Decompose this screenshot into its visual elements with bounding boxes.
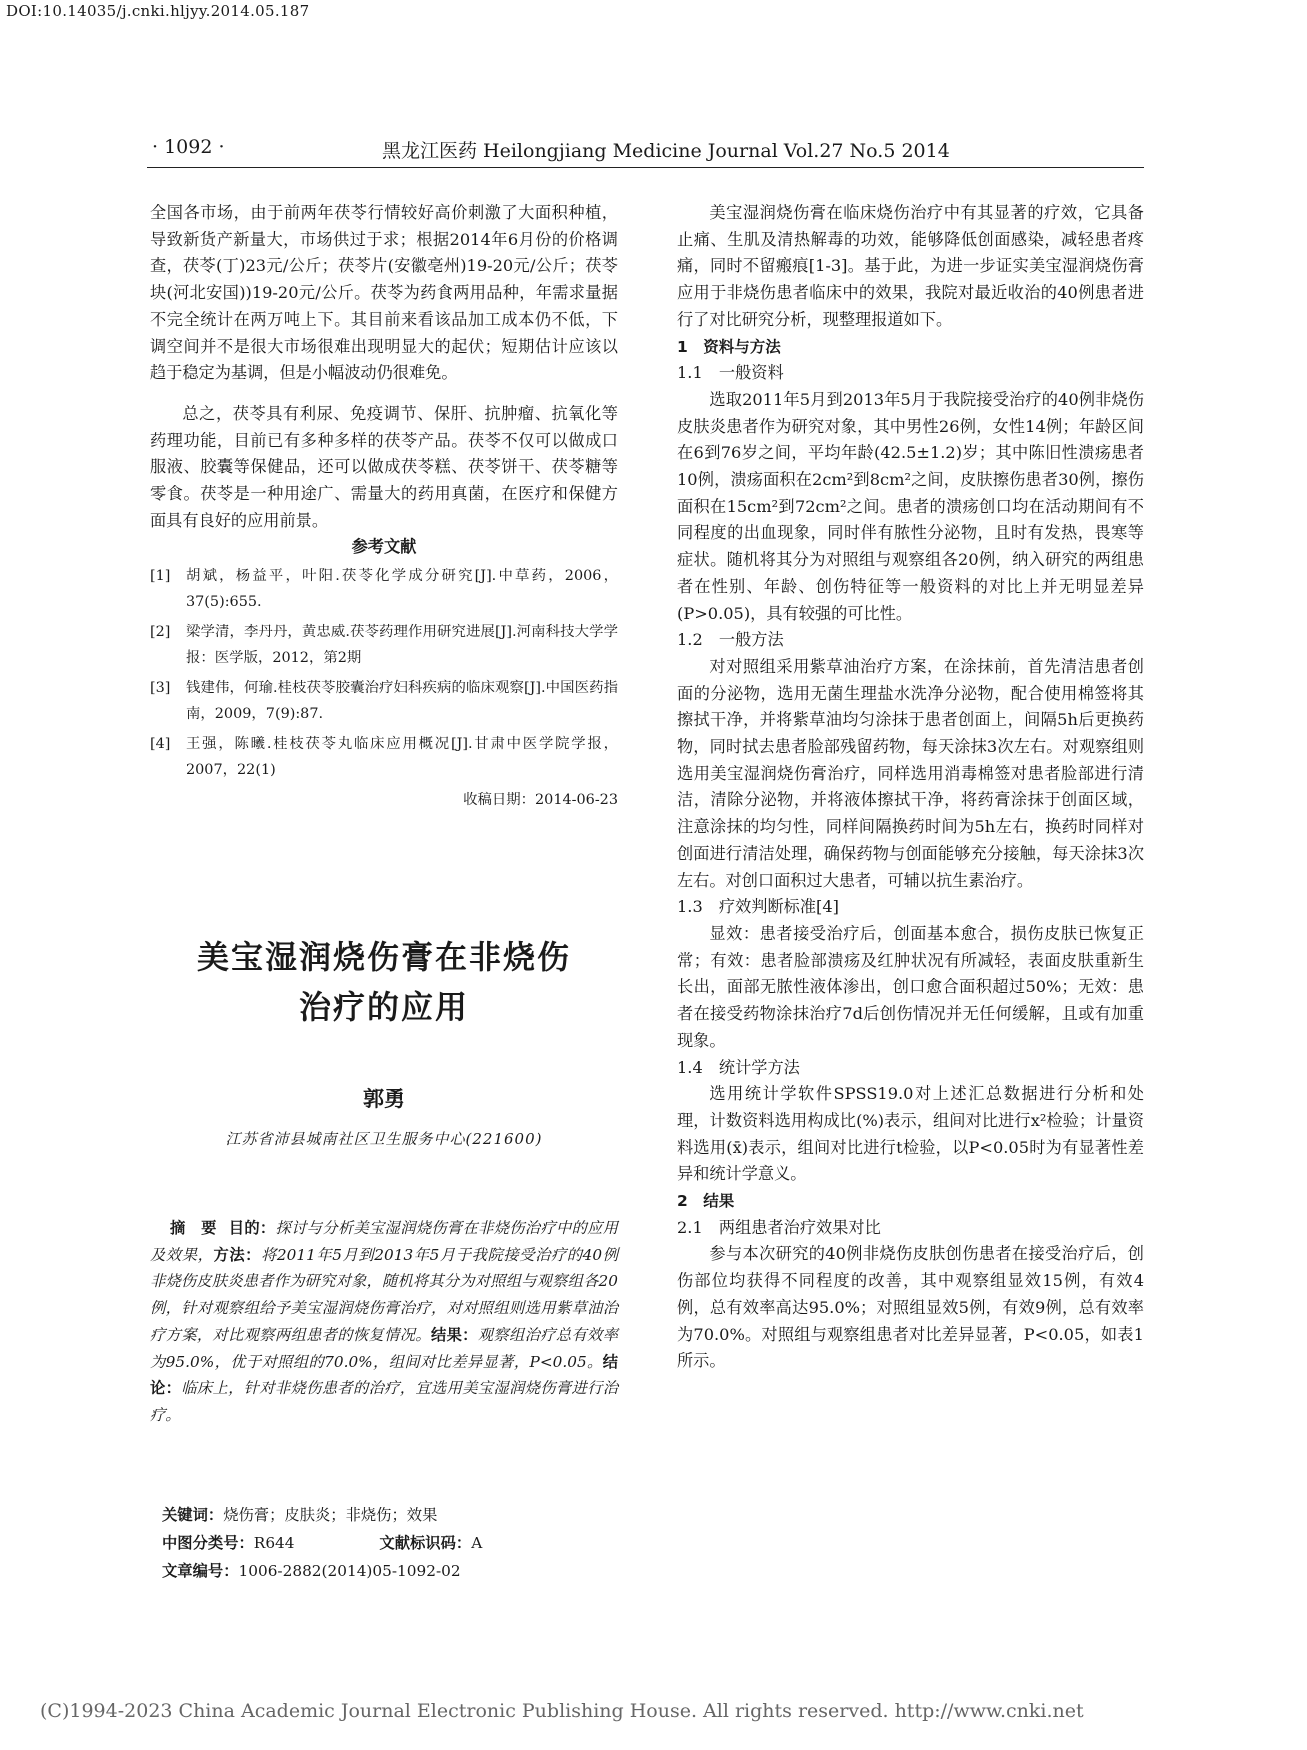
reference-number: [1] xyxy=(150,568,171,585)
article-number: 1006-2882(2014)05-1092-02 xyxy=(238,1562,461,1580)
left-column xyxy=(150,200,618,814)
subsection-heading: 1.2 一般方法 xyxy=(677,630,784,650)
body-paragraph: 参与本次研究的40例非烧伤皮肤创伤患者在接受治疗后，创伤部位均获得不同程度的改善，其中观察组显效15例，有效4例，总有效率高达95.0%；对照组显效5例，有效9例，总有效率为70.0%。对照组与观察组患者对比差异显著，P<0.05，如表1所示。 xyxy=(677,1244,1144,1371)
article-number-line xyxy=(150,1558,618,1584)
classification-line xyxy=(150,1530,618,1556)
article-title-line-2: 治疗的应用 xyxy=(298,988,469,1026)
section-heading: 1 资料与方法 xyxy=(677,337,781,356)
article-title-line-1: 美宝湿润烧伤膏在非烧伤 xyxy=(196,938,571,976)
body-paragraph: 显效：患者接受治疗后，创面基本愈合，损伤皮肤已恢复正常；有效：患者脸部溃疡及红肿状况有所减轻，表面皮肤重新生长出，面部无脓性液体渗出，创口愈合面积超过50%；无效：患者在接受药物涂抹治疗7d后创伤情况并无任何缓解，且或有加重现象。 xyxy=(677,923,1144,1050)
keywords-label: 关键词： xyxy=(162,1506,224,1524)
reference-item xyxy=(150,731,618,783)
reference-text: 胡斌，杨益平，叶阳.茯苓化学成分研究[J].中草药，2006，37(5):655. xyxy=(186,568,618,611)
subsection-heading: 1.4 统计学方法 xyxy=(677,1057,800,1077)
right-column xyxy=(677,200,1144,1375)
references-heading: 参考文献 xyxy=(351,537,417,557)
received-date: 收稿日期：2014-06-23 xyxy=(463,792,618,809)
abstract xyxy=(150,1215,618,1429)
reference-number: [4] xyxy=(150,736,171,753)
doc-code: A xyxy=(471,1534,483,1552)
clc-label: 中图分类号： xyxy=(162,1534,254,1552)
left-paragraph-1: 全国各市场，由于前两年茯苓行情较好高价刺激了大面积种植，导致新货产新量大，市场供过于求；根据2014年6月份的价格调查，茯苓(丁)23元/公斤；茯苓片(安徽亳州)19-20元/公斤；茯苓块(河北安国))19-20元/公斤。茯苓为药食两用品种，年需求量据不完全统计在两万吨上下。其目前来看该品加工成本仍不低，下调空间并不是很大市场很难出现明显大的起伏；短期估计应该以趋于稳定为基调，但是小幅波动仍很难免。 xyxy=(150,203,618,383)
body-paragraph: 对对照组采用紫草油治疗方案，在涂抹前，首先清洁患者创面的分泌物，选用无菌生理盐水洗净分泌物，配合使用棉签将其擦拭干净，并将紫草油均匀涂抹于患者创面上，间隔5h后更换药物，同时拭去患者脸部残留药物，每天涂抹3次左右。对观察组则选用美宝湿润烧伤膏治疗，同样选用消毒棉签对患者脸部进行清洁，清除分泌物，并将液体擦拭干净，将药膏涂抹于创面区域，注意涂抹的均匀性，同样间隔换药时间为5h左右，换药时同样对创面进行清洁处理，确保药物与创面能够充分接触，每天涂抹3次左右。对创口面积过大患者，可辅以抗生素治疗。 xyxy=(677,656,1144,890)
reference-number: [3] xyxy=(150,680,171,697)
references-list xyxy=(150,563,618,783)
subsection-heading: 1.1 一般资料 xyxy=(677,363,784,383)
author-affiliation: 江苏省沛县城南社区卫生服务中心(221600) xyxy=(225,1130,543,1148)
body-paragraph: 选用统计学软件SPSS19.0对上述汇总数据进行分析和处理，计数资料选用构成比(%)表示，组间对比进行x²检验；计量资料选用(x̄)表示，组间对比进行t检验，以P<0.05时为有显著性差异和统计学意义。 xyxy=(677,1084,1144,1184)
reference-item xyxy=(150,563,618,615)
article-title xyxy=(150,932,618,1032)
left-paragraph-2: 总之，茯苓具有利尿、免疫调节、保肝、抗肿瘤、抗氧化等药理功能，目前已有多种多样的茯苓产品。茯苓不仅可以做成口服液、胶囊等保健品，还可以做成茯苓糕、茯苓饼干、茯苓糖等零食。茯苓是一种用途广、需量大的药用真菌，在医疗和保健方面具有良好的应用前景。 xyxy=(150,403,618,530)
page-number: · 1092 · xyxy=(152,136,225,158)
reference-item xyxy=(150,619,618,671)
abstract-text xyxy=(150,1215,618,1429)
abstract-objective-label: 目的： xyxy=(228,1219,276,1237)
subsection-heading: 2.1 两组患者治疗效果对比 xyxy=(677,1217,881,1237)
reference-text: 王强，陈曦.桂枝茯苓丸临床应用概况[J].甘肃中医学院学报，2007，22(1) xyxy=(186,736,618,779)
reference-number: [2] xyxy=(150,624,171,641)
header-rule xyxy=(147,167,1144,168)
abstract-method-label: 方法： xyxy=(213,1245,262,1264)
body-paragraph: 选取2011年5月到2013年5月于我院接受治疗的40例非烧伤皮肤炎患者作为研究对象，其中男性26例，女性14例；年龄区间在6到76岁之间，平均年龄(42.5±1.2)岁；其中陈旧性溃疡患者10例，溃疡面积在2cm²到8cm²之间，皮肤擦伤患者30例，擦伤面积在15cm²到72cm²之间。患者的溃疡创口均在活动期间有不同程度的出血现象，同时伴有脓性分泌物，且时有发热，畏寒等症状。随机将其分为对照组与观察组各20例，纳入研究的两组患者在性别、年龄、创伤特征等一般资料的对比上并无明显差异(P>0.05)，具有较强的可比性。 xyxy=(677,389,1144,623)
abstract-method: 将2011年5月到2013年5月于我院接受治疗的40例非烧伤皮肤炎患者作为研究对象，随机将其分为对照组与观察组各20例，针对观察组给予美宝湿润烧伤膏治疗，对对照组则选用紫草油治疗方案，对比观察两组患者的恢复情况。 xyxy=(150,1245,618,1344)
reference-text: 梁学清，李丹丹，黄忠威.茯苓药理作用研究进展[J].河南科技大学学报：医学版，2012，第2期 xyxy=(186,624,618,667)
copyright-footer: (C)1994-2023 China Academic Journal Electronic Publishing House. All rights reserved. http://www.cnki.net xyxy=(40,1700,1084,1722)
keywords-line xyxy=(150,1502,618,1528)
abstract-result: 观察组治疗总有效率为95.0%，优于对照组的70.0%，组间对比差异显著，P<0.05。 xyxy=(150,1325,618,1371)
section-heading: 2 结果 xyxy=(677,1192,735,1211)
reference-text: 钱建伟，何瑜.桂枝茯苓胶囊治疗妇科疾病的临床观察[J].中国医药指南，2009，7(9):87. xyxy=(186,680,618,723)
intro-paragraph: 美宝湿润烧伤膏在临床烧伤治疗中有其显著的疗效，它具备止痛、生肌及清热解毒的功效，能够降低创面感染，减轻患者疼痛，同时不留瘢痕[1-3]。基于此，为进一步证实美宝湿润烧伤膏应用于非烧伤患者临床中的效果，我院对最近收治的40例患者进行了对比研究分析，现整理报道如下。 xyxy=(677,203,1144,329)
author-name: 郭勇 xyxy=(363,1087,405,1111)
abstract-conclusion: 临床上，针对非烧伤患者的治疗，宜选用美宝湿润烧伤膏进行治疗。 xyxy=(150,1379,618,1424)
subsection-heading: 1.3 疗效判断标准[4] xyxy=(677,897,839,917)
journal-title: 黑龙江医药 Heilongjiang Medicine Journal Vol.27 No.5 2014 xyxy=(382,140,950,162)
abstract-conclusion-label: 结论： xyxy=(150,1352,618,1398)
clc-code: R644 xyxy=(253,1534,295,1552)
article-number-label: 文章编号： xyxy=(162,1562,239,1580)
abstract-objective: 探讨与分析美宝湿润烧伤膏在非烧伤治疗中的应用及效果， xyxy=(150,1219,618,1264)
reference-item xyxy=(150,675,618,727)
abstract-label: 摘 要 xyxy=(170,1219,217,1237)
doi-line: DOI:10.14035/j.cnki.hljyy.2014.05.187 xyxy=(6,2,310,20)
keywords: 烧伤膏；皮肤炎；非烧伤；效果 xyxy=(223,1506,438,1524)
doc-code-label: 文献标识码： xyxy=(379,1534,472,1552)
abstract-result-label: 结果： xyxy=(430,1325,478,1344)
